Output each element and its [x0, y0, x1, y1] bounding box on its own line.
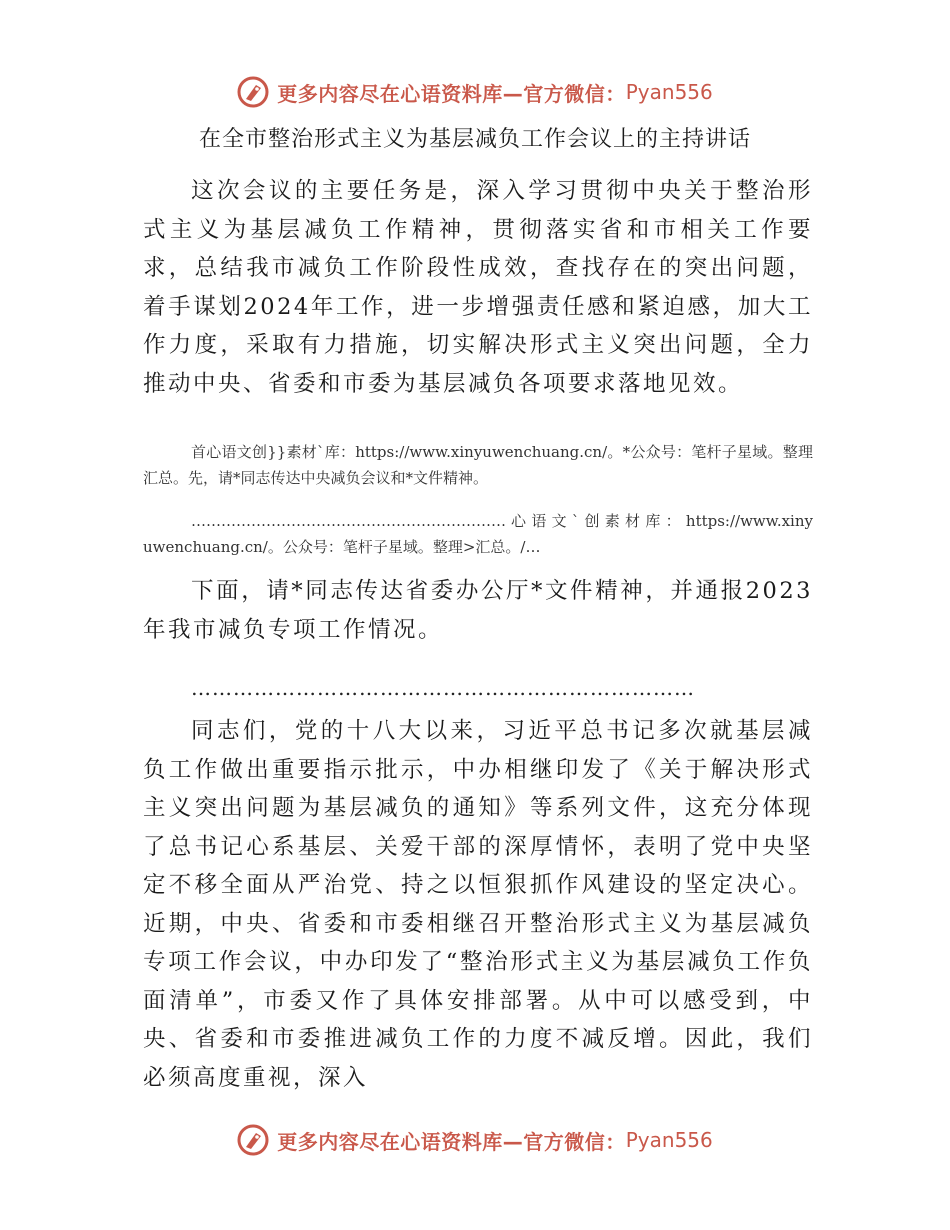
- watermark-wechat-id: Pyan556: [625, 80, 713, 104]
- watermark-banner-bottom: [0, 1120, 950, 1160]
- document-title: 在全市整治形式主义为基层减负工作会议上的主持讲话: [198, 127, 751, 152]
- pen-nib-logo-icon: [237, 76, 269, 108]
- watermark-brand-text: 更多内容尽在心语资料库—官方微信：: [277, 81, 626, 106]
- source-note-1: 首心语文创}}素材`库：https://www.xinyuwenchuang.cn/。*公众号：笔杆子星域。整理汇总。先，请*同志传达中央减负会议和*文件精神。: [143, 443, 813, 487]
- paragraph-opening: 这次会议的主要任务是，深入学习贯彻中央关于整治形式主义为基层减负工作精神，贯彻落实省和市相关工作要求，总结我市减负工作阶段性成效，查找存在的突出问题，着手谋划2024年工作，进一步增强责任感和紧迫感，加大工作力度，采取有力措施，切实解决形式主义突出问题，全力推动中央、省委和市委为基层减负各项要求落地见效。: [143, 178, 813, 397]
- ellipsis-separator: ………………………………………………………………: [191, 676, 695, 700]
- paragraph-report: 下面，请*同志传达省委办公厅*文件精神，并通报2023年我市减负专项工作情况。: [143, 578, 813, 643]
- paragraph-main: 同志们，党的十八大以来，习近平总书记多次就基层减负工作做出重要指示批示，中办相继印发了《关于解决形式主义突出问题为基层减负的通知》等系列文件，这充分体现了总书记心系基层、关爱干部的深厚情怀，表明了党中央坚定不移全面从严治党、持之以恒狠抓作风建设的坚定决心。近期，中央、省委和市委相继召开整治形式主义为基层减负专项工作会议，中办印发了“整治形式主义为基层减负工作负面清单”，市委又作了具体安排部署。从中可以感受到，中央、省委和市委推进减负工作的力度不减反增。因此，我们必须高度重视，深入: [143, 718, 813, 1091]
- pen-nib-logo-icon: [237, 1124, 269, 1156]
- watermark-brand-text: 更多内容尽在心语资料库—官方微信：: [277, 1129, 626, 1154]
- watermark-banner-top: [0, 72, 950, 112]
- source-note-2: ……………………………………………………… 心 语 文 ` 创 素 材 库 ： https://www.xinyuwenchuang.cn/。公众号：笔杆子星域。整理>汇总。/…: [143, 512, 813, 556]
- watermark-wechat-id: Pyan556: [625, 1128, 713, 1152]
